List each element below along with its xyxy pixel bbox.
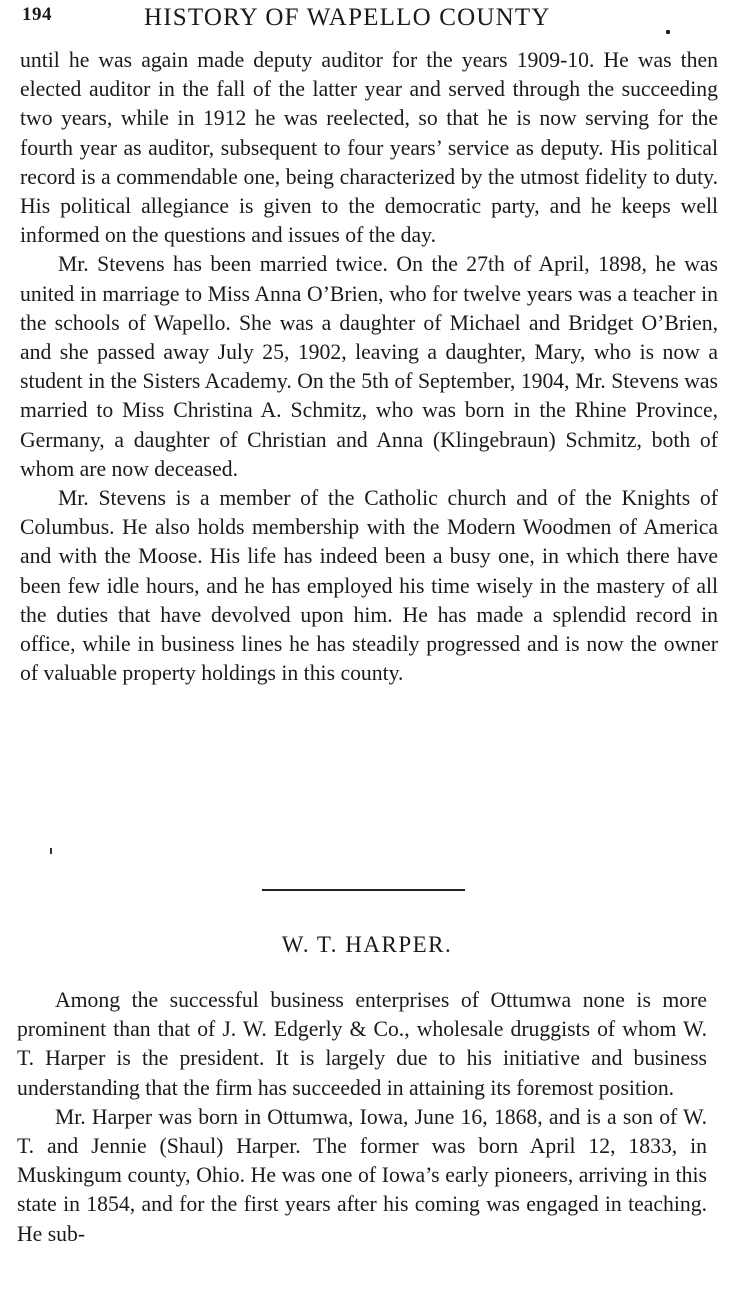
stevens-biography-continued [20,46,718,688]
page-number: 194 [22,4,52,25]
running-title: HISTORY OF WAPELLO COUNTY [144,4,551,31]
section-heading: W. T. HARPER. [281,932,453,957]
paragraph-birth: Mr. Harper was born in Ottumwa, Iowa, June 16, 1868, and is a son of W. T. and Jennie (Shaul) Harper. The former was born April 12, 1833, in Muskingum county, Ohio. He was one of Iowa’s early pioneers, arriving in this state in 1854, and for the first years after his coming was engaged in teaching. He sub- [17,1104,707,1246]
ink-speck [666,30,670,34]
paragraph-business: Among the successful business enterprises of Ottumwa none is more prominent than that of J. W. Edgerly & Co., wholesale druggists of whom W. T. Harper is the president. It is largely due to his initiative and business understanding that the firm has succeeded in attaining its foremost position. [17,988,707,1100]
paragraph-career: until he was again made deputy auditor for the years 1909-10. He was then elected auditor in the fall of the latter year and served through the succeeding two years, while in 1912 he was reelected, so that he is now serving for the fourth year as auditor, subsequent to four years’ service as deputy. His political record is a commendable one, being characterized by the utmost fidelity to duty. His political allegiance is given to the democratic party, and he keeps well informed on the questions and issues of the day. [20,48,718,248]
ink-speck [50,848,52,854]
section-divider [262,889,465,891]
running-head [22,4,720,38]
paragraph-memberships: Mr. Stevens is a member of the Catholic church and of the Knights of Columbus. He also holds membership with the Modern Woodmen of America and with the Moose. His life has indeed been a busy one, in which there have been few idle hours, and he has employed his time wisely in the mastery of all the duties that have devolved upon him. He has made a splendid record in office, while in business lines he has steadily progressed and is now the owner of valuable property holdings in this county. [20,486,718,686]
harper-biography [17,986,707,1249]
paragraph-marriages: Mr. Stevens has been married twice. On the 27th of April, 1898, he was united in marriage to Miss Anna O’Brien, who for twelve years was a teacher in the schools of Wapello. She was a daughter of Michael and Bridget O’Brien, and she passed away July 25, 1902, leaving a daughter, Mary, who is now a student in the Sisters Academy. On the 5th of September, 1904, Mr. Stevens was married to Miss Christina A. Schmitz, who was born in the Rhine Province, Germany, a daughter of Christian and Anna (Klingebraun) Schmitz, both of whom are now deceased. [20,252,718,481]
